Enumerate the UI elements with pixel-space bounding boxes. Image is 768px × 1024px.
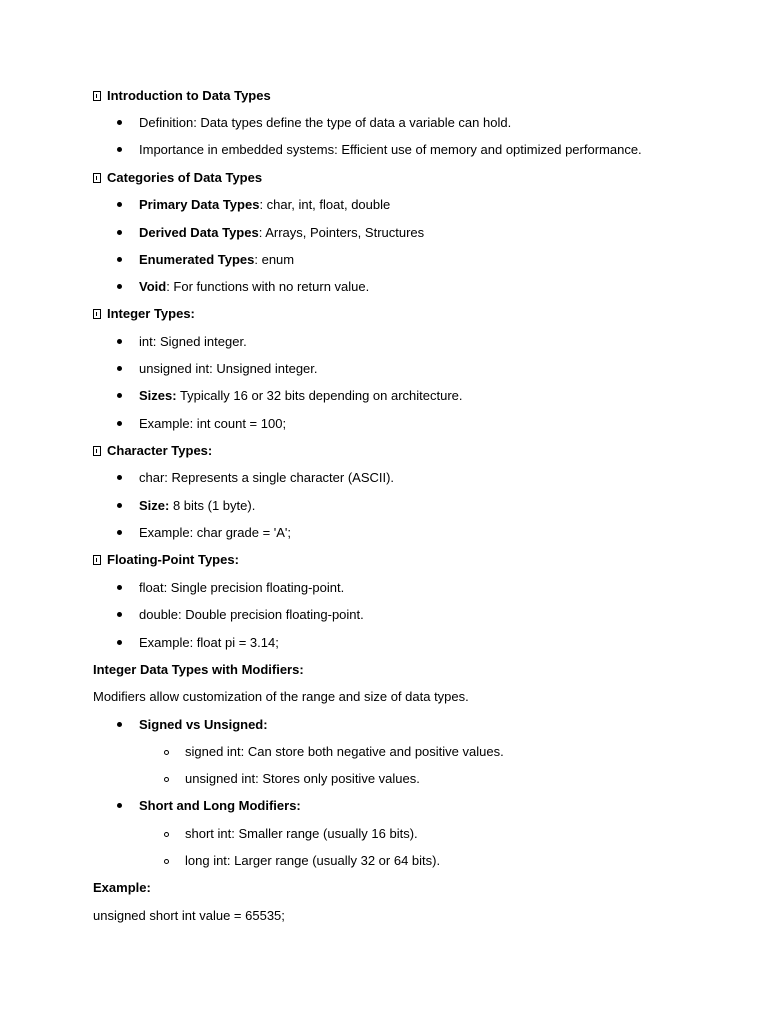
- list-item: Signed vs Unsigned:: [117, 717, 268, 733]
- list-item: Derived Data Types: Arrays, Pointers, Structures: [117, 225, 424, 241]
- paragraph: Modifiers allow customization of the range and size of data types.: [93, 689, 469, 704]
- sub-list-item: unsigned int: Stores only positive values.: [164, 771, 420, 787]
- bullet-icon: [117, 612, 122, 617]
- bullet-icon: [117, 339, 122, 344]
- list-item: Example: float pi = 3.14;: [117, 635, 279, 651]
- list-item: int: Signed integer.: [117, 334, 247, 350]
- missing-glyph-icon: [93, 173, 101, 183]
- list-item: double: Double precision floating-point.: [117, 607, 364, 623]
- list-item: char: Represents a single character (ASCII).: [117, 470, 394, 486]
- list-item: Sizes: Typically 16 or 32 bits depending on architecture.: [117, 388, 463, 404]
- missing-glyph-icon: [93, 91, 101, 101]
- bullet-icon: [117, 147, 122, 152]
- missing-glyph-icon: [93, 446, 101, 456]
- bullet-icon: [117, 722, 122, 727]
- bullet-icon: [117, 640, 122, 645]
- sub-list-item: long int: Larger range (usually 32 or 64 bits).: [164, 853, 440, 869]
- bullet-icon: [117, 585, 122, 590]
- list-item: Primary Data Types: char, int, float, double: [117, 197, 390, 213]
- bullet-icon: [117, 284, 122, 289]
- bullet-icon: [117, 475, 122, 480]
- bullet-icon: [117, 803, 122, 808]
- section-heading-integer: Integer Types:: [93, 306, 195, 322]
- bullet-icon: [117, 120, 122, 125]
- list-item: Size: 8 bits (1 byte).: [117, 498, 255, 514]
- list-item: unsigned int: Unsigned integer.: [117, 361, 318, 377]
- list-item: Definition: Data types define the type of data a variable can hold.: [117, 115, 511, 131]
- bullet-icon: [117, 503, 122, 508]
- circle-bullet-icon: [164, 859, 169, 864]
- sub-list-item: short int: Smaller range (usually 16 bits).: [164, 826, 418, 842]
- bullet-icon: [117, 366, 122, 371]
- bullet-icon: [117, 202, 122, 207]
- section-heading-intro: Introduction to Data Types: [93, 88, 271, 104]
- example-code: unsigned short int value = 65535;: [93, 908, 285, 923]
- example-label: Example:: [93, 880, 151, 895]
- bullet-icon: [117, 393, 122, 398]
- circle-bullet-icon: [164, 750, 169, 755]
- list-item: Short and Long Modifiers:: [117, 798, 301, 814]
- list-item: Enumerated Types: enum: [117, 252, 294, 268]
- bullet-icon: [117, 530, 122, 535]
- missing-glyph-icon: [93, 555, 101, 565]
- list-item: Void: For functions with no return value.: [117, 279, 369, 295]
- section-heading-floating: Floating-Point Types:: [93, 552, 239, 568]
- section-heading-character: Character Types:: [93, 443, 212, 459]
- circle-bullet-icon: [164, 832, 169, 837]
- bullet-icon: [117, 230, 122, 235]
- missing-glyph-icon: [93, 309, 101, 319]
- bullet-icon: [117, 257, 122, 262]
- section-heading-categories: Categories of Data Types: [93, 170, 262, 186]
- list-item: Example: char grade = 'A';: [117, 525, 291, 541]
- section-heading-modifiers: Integer Data Types with Modifiers:: [93, 662, 304, 677]
- circle-bullet-icon: [164, 777, 169, 782]
- list-item: Example: int count = 100;: [117, 416, 286, 432]
- list-item: Importance in embedded systems: Efficient use of memory and optimized performance.: [117, 142, 642, 158]
- bullet-icon: [117, 421, 122, 426]
- list-item: float: Single precision floating-point.: [117, 580, 344, 596]
- sub-list-item: signed int: Can store both negative and positive values.: [164, 744, 504, 760]
